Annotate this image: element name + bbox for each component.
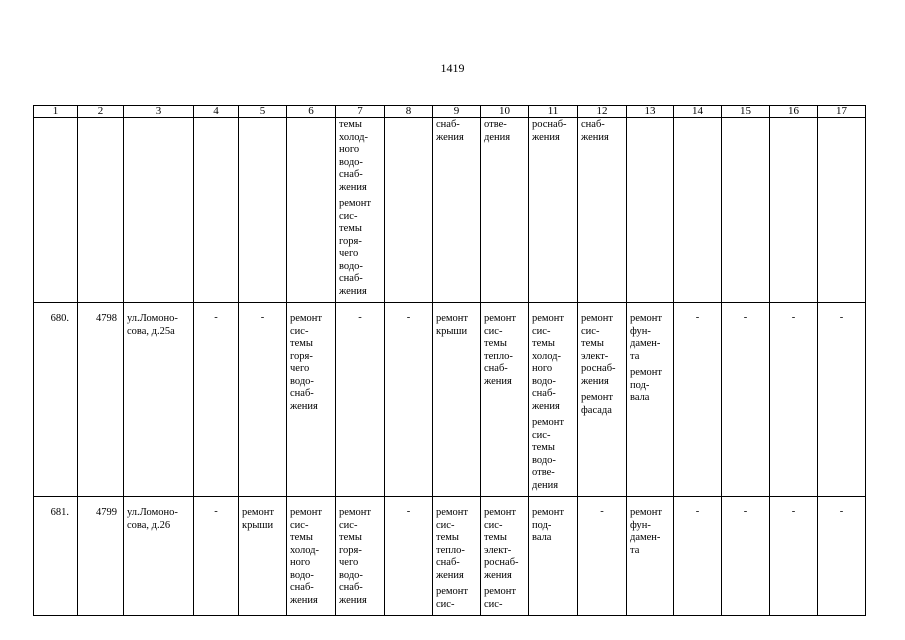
dash-cell: - [722,497,770,616]
work-item-line: жения [484,375,512,387]
header-cell: 6 [287,106,336,118]
work-item-line: ремонт [484,586,517,597]
work-item-line: сис- [484,325,503,337]
work-item-line: та [630,350,640,362]
cell-empty [722,118,770,303]
page-number: 1419 [440,61,465,75]
work-item-line: вала [630,392,650,403]
work-item-line: холод- [339,131,368,143]
work-item-line: снаб- [581,119,605,130]
work-item-line: чего [290,363,310,374]
work-item-line: сис- [532,429,551,441]
work-item [242,507,284,532]
dash-cell: - [722,303,770,497]
work-item [339,198,382,298]
building-code: 4798 [78,303,124,497]
work-item-line: ремонт [242,507,275,518]
address [124,497,194,616]
work-item [484,119,526,144]
work-item-line: элект- [581,350,609,362]
work-item-line: дамен- [630,338,661,349]
work-item-line: темы [339,119,362,130]
work-item-line: элект- [484,544,512,556]
work-item [581,119,624,144]
header-cell: 15 [722,106,770,118]
repair-schedule-table [33,105,866,616]
address [124,303,194,497]
work-item-line: крыши [436,325,468,337]
work-item-line: темы [290,338,313,349]
work-item-line: дения [532,479,559,491]
work-item [484,586,526,611]
header-cell: 8 [385,106,433,118]
work-item-line: вала [532,532,552,543]
cell-empty [34,118,78,303]
address-line: ул.Ломоно- [127,313,178,324]
work-item-line: темы [339,223,362,234]
work-item [436,119,478,144]
header-cell: 13 [627,106,674,118]
work-item-line: фасада [581,404,612,416]
header-cell: 14 [674,106,722,118]
work-item-line: роснаб- [484,557,519,568]
cell-empty [674,118,722,303]
work-item [339,507,382,607]
work-item-line: холод- [290,544,319,556]
dash-cell: - [385,497,433,616]
work-item-line: чего [339,248,359,259]
header-cell: 5 [239,106,287,118]
work-item [339,119,382,194]
work-item-line: водо- [339,260,363,272]
work-item-line: сис- [581,325,600,337]
work-item-line: сис- [532,325,551,337]
work-item-line: ного [339,144,360,155]
work-item-line: под- [532,519,552,531]
cell-works [481,303,529,497]
work-item-line: сис- [484,598,503,610]
dash-cell: - [818,303,866,497]
work-item-line: ремонт [581,392,614,403]
dash-cell: - [674,303,722,497]
dash-cell: - [770,497,818,616]
row-number: 680. [34,303,78,497]
work-item-line: роснаб- [532,119,567,130]
work-item-line: сис- [484,519,503,531]
work-item-line: ного [532,363,553,374]
cell-works [433,118,481,303]
work-item-line: водо- [290,375,314,387]
address-line: ул.Ломоно- [127,507,178,518]
cell-empty [124,118,194,303]
work-item-line: ремонт [436,586,469,597]
dash-cell: - [194,303,239,497]
work-item-line: сис- [436,519,455,531]
cell-empty [770,118,818,303]
work-item [290,313,333,413]
work-item-line: роснаб- [581,363,616,374]
work-item [484,313,526,388]
cell-works [529,118,578,303]
work-item-line: ремонт [339,507,372,518]
work-item-line: водо- [532,375,556,387]
work-item [290,507,333,607]
cell-works [336,118,385,303]
work-item-line: ремонт [630,367,663,378]
cell-works [481,497,529,616]
work-item-line: темы [339,532,362,543]
work-item [436,586,478,611]
cell-works [529,497,578,616]
cell-works [287,497,336,616]
cell-works [433,303,481,497]
building-code: 4799 [78,497,124,616]
work-item-line: ремонт [290,313,323,324]
work-item-line: жения [532,131,560,143]
header-cell: 17 [818,106,866,118]
work-item-line: та [630,544,640,556]
work-item-line: темы [532,338,555,349]
work-item-line: ремонт [532,313,565,324]
work-item-line: крыши [242,519,274,531]
work-item-line: ного [290,557,311,568]
work-item-line: сис- [290,325,309,337]
dash-cell: - [239,303,287,497]
work-item [532,119,575,144]
cell-works [287,303,336,497]
cell-empty [78,118,124,303]
work-item-line: дамен- [630,532,661,543]
work-item-line: ремонт [630,313,663,324]
dash-cell: - [385,303,433,497]
cell-works [578,303,627,497]
address-line: сова, д.25а [127,325,175,337]
work-item-line: жения [290,594,318,606]
cell-empty [385,118,433,303]
cell-works [336,497,385,616]
header-cell: 4 [194,106,239,118]
work-item-line: темы [581,338,604,349]
cell-empty [239,118,287,303]
work-item-line: сис- [339,519,358,531]
work-item-line: темы [484,338,507,349]
work-item-line: жения [290,400,318,412]
cell-works [529,303,578,497]
work-item-line: фун- [630,325,651,337]
work-item-line: тепло- [436,544,465,556]
work-item-line: снаб- [484,363,508,374]
table-row [34,118,866,303]
work-item-line: горя- [339,544,362,556]
header-cell: 1 [34,106,78,118]
work-item-line: ремонт [436,313,469,324]
work-item [581,313,624,388]
header-cell: 12 [578,106,627,118]
work-item-line: горя- [339,235,362,247]
dash-cell: - [770,303,818,497]
header-cell: 2 [78,106,124,118]
work-item-line: ремонт [484,313,517,324]
header-cell: 7 [336,106,385,118]
work-item-line: темы [532,442,555,453]
address-line: сова, д.26 [127,519,171,531]
work-item-line: ремонт [290,507,323,518]
dash-cell: - [336,303,385,497]
work-item-line: ремонт [339,198,372,209]
work-item-line: жения [339,594,367,606]
work-item [532,313,575,413]
work-item-line: снаб- [339,582,363,593]
cell-empty [287,118,336,303]
work-item-line: водо- [532,454,556,466]
cell-empty [627,118,674,303]
work-item-line: жения [436,569,464,581]
work-item [532,417,575,492]
cell-works [578,118,627,303]
work-item-line: ремонт [532,507,565,518]
work-item-line: жения [339,181,367,193]
work-item-line: жения [339,285,367,297]
work-item-line: ремонт [532,417,565,428]
work-item [630,367,671,405]
work-item-line: водо- [339,569,363,581]
work-item-line: сис- [339,210,358,222]
work-item-line: отве- [532,467,555,478]
cell-empty [818,118,866,303]
cell-works [433,497,481,616]
work-item-line: темы [436,532,459,543]
work-item [630,313,671,363]
work-item [436,507,478,582]
work-item-line: ремонт [436,507,469,518]
work-item-line: ремонт [484,507,517,518]
work-item-line: жения [581,131,609,143]
header-cell: 16 [770,106,818,118]
work-item-line: сис- [290,519,309,531]
row-number: 681. [34,497,78,616]
dash-cell: - [818,497,866,616]
dash-cell: - [194,497,239,616]
work-item-line: ремонт [581,313,614,324]
work-item-line: темы [484,532,507,543]
work-item-line: отве- [484,119,507,130]
work-item-line: снаб- [339,169,363,180]
header-cell: 9 [433,106,481,118]
dash-cell: - [578,497,627,616]
work-item [532,507,575,545]
work-item-line: снаб- [436,119,460,130]
work-item-line: снаб- [339,273,363,284]
header-cell: 3 [124,106,194,118]
cell-works [239,497,287,616]
work-item-line: ремонт [630,507,663,518]
work-item [581,392,624,417]
cell-empty [194,118,239,303]
work-item-line: сис- [436,598,455,610]
header-cell: 10 [481,106,529,118]
work-item-line: снаб- [532,388,556,399]
work-item-line: дения [484,131,511,143]
cell-works [627,303,674,497]
work-item-line: темы [290,532,313,543]
work-item [484,507,526,582]
work-item-line: снаб- [436,557,460,568]
work-item-line: фун- [630,519,651,531]
column-number-row [34,106,866,118]
cell-works [627,497,674,616]
work-item [436,313,478,338]
work-item-line: водо- [290,569,314,581]
cell-works [481,118,529,303]
work-item-line: жения [484,569,512,581]
work-item-line: жения [581,375,609,387]
work-item [630,507,671,557]
work-item-line: чего [339,557,359,568]
work-item-line: жения [532,400,560,412]
work-item-line: снаб- [290,582,314,593]
table-row [34,303,866,497]
work-item-line: холод- [532,350,561,362]
work-item-line: тепло- [484,350,513,362]
work-item-line: жения [436,131,464,143]
work-item-line: водо- [339,156,363,168]
work-item-line: горя- [290,350,313,362]
work-item-line: снаб- [290,388,314,399]
dash-cell: - [674,497,722,616]
table-row [34,497,866,616]
work-item-line: под- [630,379,650,391]
header-cell: 11 [529,106,578,118]
